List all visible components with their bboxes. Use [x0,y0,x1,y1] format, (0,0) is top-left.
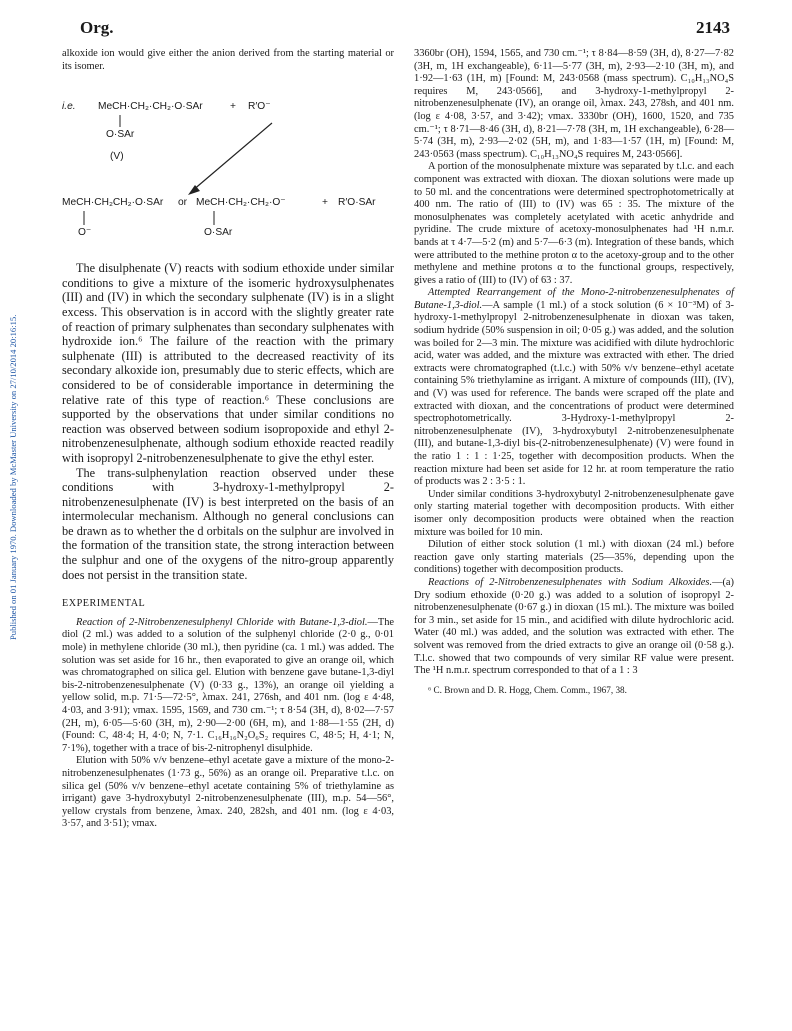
scheme-nucleophile: R′O⁻ [248,101,271,113]
paragraph-disulphenate: The disulphenate (V) reacts with sodium ethoxide under similar conditions to give a mixture of the isomeric hydroxysulphenates (III) and (IV) in which the secondary sulphenate (IV) is in a slight excess. This observation is in accord with the slightly greater rate of reaction of primary sulphenates than secondary sulphenates with hydroxide ion.⁶ The failure of the reaction with the primary sulphenate (III) is attributed to the decreased reactivity of its secondary alkoxide ion, presumably due to steric effects, which are considered to be of considerable importance in determining the relative rate of this type of reaction.⁶ These conclusions are supported by the observations that under similar conditions no reaction was observed between sodium isopropoxide and ethyl 2-nitrobenzenesulphenate, although sodium ethoxide reacted readily with isopropyl 2-nitrobenzenesulphenate to give the ethyl ester. [62,261,394,465]
experimental-paragraph-2: Elution with 50% v/v benzene–ethyl acetate gave a mixture of the mono-2-nitrobenzenesulphenates (1·73 g., 56%) as an orange oil. Preparative t.l.c. on silica gel (50% v/v benzene–ethyl acetate containing 5% of triethylamine as irrigant) gave 3-hydroxybutyl 2-nitrobenzenesulphenate (III), m.p. 54—56°, yellow crystals from benzene, λmax. 240, 282sh, and 401 nm. (log ε 4·03, 3·57, and 3·51); νmax. [62,755,394,830]
right-paragraph-2: A portion of the monosulphenate mixture was separated by t.l.c. and each component was extracted with dioxan. The dioxan solutions were made up to 50 ml. and the concentrations were determined spectrophotometrically at 400 nm. The ratio of (III) to (IV) was 65 : 35. The mixture of the monosulphenates was completely acetylated with acetic anhydride and pyridine. The crude mixture of acetoxy-monosulphenates had ¹H n.m.r. bands at τ 4·7—5·2 (m) and 5·7—6·3 (m). Integration of these bands, which were attributed to the methine proton α to the acetoxy-group and to the other methylene and methine protons α to the functional groups, respectively, gives a ratio of (III) to (IV) of 63 : 37. [414,161,734,286]
download-notice-text: Published on 01 January 1970. Downloaded by McMaster University on 27/10/2014 20:16:15. [8,314,18,640]
right-paragraph-1: 3360br (OH), 1594, 1565, and 730 cm.⁻¹; τ 8·84—8·59 (3H, d), 8·27—7·82 (3H, m, 1H exchangeable), 6·11—5·77 (3H, m), 2·93—2·10 (3H, m), and 1·92—1·63 (1H, m) [Found: M, 243·0568 (mass spectrum). C₁₀H₁₃NO₄S requires M, 243·0566], and 3-hydroxy-1-methylpropyl 2-nitrobenzenesulphenate (IV), an orange oil, λmax. 243, 278sh, and 401 nm. (log ε 4·08, 3·57, and 3·42); νmax. 3330br (OH), 1600, 1520, and 735 cm.⁻¹; τ 8·71—8·46 (3H, d), 8·21—7·78 (3H, m, 1H exchangeable), 6·28—5·74 (3H, m), 2·93—2·02 (5H, m), and 1·83—1·57 (1H, m) [Found: M, 243·0563 (mass spectrum). C₁₀H₁₃NO₄S requires M, 243·0566]. [414,48,734,160]
journal-section: Org. [80,18,114,37]
scheme-compound-label: (V) [110,151,124,163]
alkoxide-reactions-body: —(a) Dry sodium ethoxide (0·20 g.) was added to a solution of isopropyl 2-nitrobenzenesulphenate (0·67 g.) in dioxan (15 ml.). The mixture was boiled for 3 min., set aside for 15 min., and acidified with dilute hydrochloric acid. Water (40 ml.) was added, and the solution was extracted with ether. The solvent was removed from the dried extracts to give an orange oil (0·58 g.). T.l.c. showed that two compounds of very similar RF value were present. The ¹H n.m.r. spectrum corresponded to that of a 1 : 3 [414,576,734,677]
scheme-product-a-substituent: O⁻ [78,227,92,239]
rearrangement-body: —A sample (1 ml.) of a stock solution (6 × 10⁻³M) of 3-hydroxy-1-methylpropyl 2-nitrobenzenesulphenate in dioxan was taken, sodium hydride (50% suspension in oil; 0·05 g.) was added, and the solution was boiled for 2—3 min. The mixture was acidified with dilute hydrochloric acid, water was added, and the mixture was extracted with ether. The dried extracts were chromatographed (t.l.c.) with 50% v/v benzene–ethyl acetate containing 5% triethylamine as irrigant. A mixture of compounds (III), (IV), and (V) was used for reference. The bands were scraped off the plate and extracted with dioxan, and the concentrations of product were determined spectrophotometrically. 3-Hydroxy-1-methylpropyl 2-nitrobenzenesulphenate (IV), 3-hydroxybutyl 2-nitrobenzenesulphenate (III), and butane-1,3-diyl bis-(2-nitrobenzenesulphenate) (V) were found in the ratio 1 : 1 : 1·25, together with decomposition products. When the reaction mixture had been set aside for 12 hr. at room temperature the ratio of products was 2 : 3·5 : 1. [414,299,734,488]
scheme-product-a: MeCH·CH₂CH₂·O·SAr [62,197,164,209]
left-column [62,48,394,831]
paragraph-trans-sulphenylation: The trans-sulphenylation reaction observed under these conditions with 3-hydroxy-1-methylpropyl 2-nitrobenzenesulphenate (IV) is best interpreted on the basis of an intermolecular mechanism. Although no general conclusions can be drawn as to whether the d orbitals on the sulphur are involved in the formation of the transition state, the strong interaction between the sulphur and one of the oxygens of the nitro-group apparently does not persist in the transition state. [62,465,394,582]
reaction-scheme [62,79,394,257]
scheme-plus-2: + [322,197,328,209]
download-notice [6,180,20,1000]
footnote: ⁶ C. Brown and D. R. Hogg, Chem. Comm., 1967, 38. [428,684,627,695]
scheme-product-b: MeCH·CH₂·CH₂·O⁻ [196,197,286,209]
right-paragraph-3 [414,287,734,489]
scheme-reactant-substituent: O·SAr [106,129,135,141]
page-header [80,18,730,42]
scheme-plus-1: + [230,101,236,113]
right-paragraph-5: Dilution of either stock solution (1 ml.) with dioxan (24 ml.) before reaction gave only starting materials (25—35%, depending upon the conditions) together with decomposition products. [414,539,734,576]
experimental-1-title: Reaction of 2-Nitrobenzenesulphenyl Chloride with Butane-1,3-diol. [76,616,368,628]
experimental-paragraph-1 [62,617,394,756]
scheme-or: or [178,197,188,209]
right-paragraph-4: Under similar conditions 3-hydroxybutyl 2-nitrobenzenesulphenate gave only starting material together with decomposition products. With either isomer only decomposition products were obtained when the reaction mixture was boiled for 10 min. [414,488,734,538]
rearrangement-title: Attempted Rearrangement of the Mono-2-nitrobenzenesulphenates of Butane-1,3-diol. [414,287,734,311]
scheme-byproduct: R′O·SAr [338,197,376,209]
scheme-product-b-substituent: O·SAr [204,227,233,239]
experimental-1-body: —The diol (2 ml.) was added to a solution of the sulphenyl chloride (2·0 g., 0·01 mole) in methylene chloride (30 ml.), then pyridine (ca. 1 ml.) was added. The solution was set aside for 16 hr., then evaporated to give an orange oil, which was chromatographed on silica gel. Elution with benzene gave butane-1,3-diyl bis-2-nitrobenzenesulphenate (V) (0·33 g., 13%), an orange oil yielding a yellow solid, m.p. 71·5—72·5°, λmax. 241, 276sh, and 401 nm. (log ε 4·48, 4·03, and 3·91); νmax. 1595, 1569, and 730 cm.⁻¹; τ 8·54 (3H, d), 8·02—7·57 (2H, m), 6·05—5·60 (3H, m), 2·90—2·00 (6H, m), and 1·88—1·55 (2H, d) (Found: C, 48·4; H, 4·0; N, 7·1. C₁₆H₁₆N₂O₆S₂ requires C, 48·5; H, 4·1; N, 7·1%), together with a trace of bis-2-nitrophenyl disulphide. [62,616,394,754]
experimental-heading: EXPERIMENTAL [62,598,146,610]
alkoxide-reactions-title: Reactions of 2-Nitrobenzenesulphenates with Sodium Alkoxides. [428,576,713,588]
page-number: 2143 [696,18,730,37]
right-paragraph-6 [414,577,734,678]
intro-paragraph: alkoxide ion would give either the anion derived from the starting material or its isomer. [62,48,394,72]
scheme-ie: i.e. [62,101,76,113]
scheme-reactant: MeCH·CH₂·CH₂·O·SAr [98,101,203,113]
right-column [414,48,734,696]
